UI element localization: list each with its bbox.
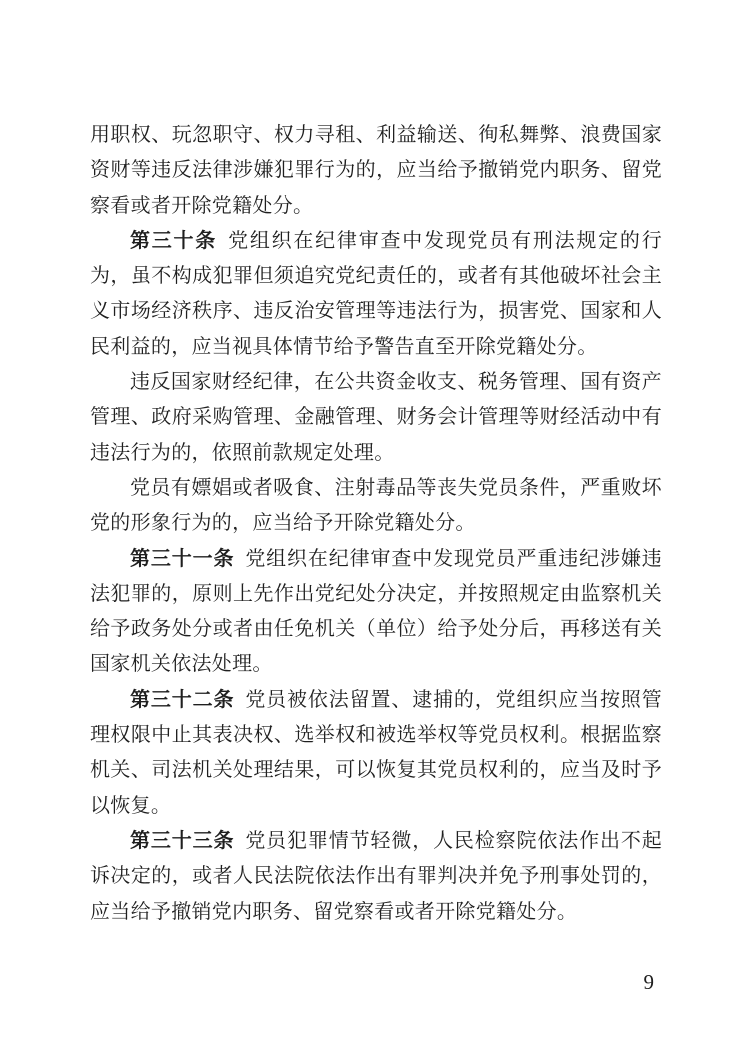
article-number: 第三十一条 [130, 547, 235, 570]
article-number: 第三十条 [130, 229, 218, 252]
paragraph-text: 用职权、玩忽职守、权力寻租、利益输送、徇私舞弊、浪费国家资财等违反法律涉嫌犯罪行为的，应当给予撤销党内职务、留党察看或者开除党籍处分。 [90, 124, 662, 217]
article-number: 第三十二条 [130, 688, 235, 711]
paragraph-continuation [90, 118, 662, 224]
document-body-text [90, 118, 662, 930]
paragraph-article-33 [90, 824, 662, 930]
paragraph-text: 党组织在纪律审查中发现党员有刑法规定的行为，虽不构成犯罪但须追究党纪责任的，或者有其他破坏社会主义市场经济秩序、违反治安管理等违法行为，损害党、国家和人民利益的，应当视具体情节给予警告直至开除党籍处分。 [90, 229, 662, 358]
paragraph-text: 党员有嫖娼或者吸食、注射毒品等丧失党员条件，严重败坏党的形象行为的，应当给予开除党籍处分。 [90, 476, 662, 535]
page-number: 9 [643, 970, 654, 994]
article-number: 第三十三条 [130, 829, 235, 852]
paragraph-text: 党员被依法留置、逮捕的，党组织应当按照管理权限中止其表决权、选举权和被选举权等党员权利。根据监察机关、司法机关处理结果，可以恢复其党员权利的，应当及时予以恢复。 [90, 688, 662, 817]
paragraph-article-30-clause-3 [90, 471, 662, 542]
paragraph-article-32 [90, 683, 662, 824]
paragraph-article-31 [90, 542, 662, 683]
paragraph-text: 党员犯罪情节轻微，人民检察院依法作出不起诉决定的，或者人民法院依法作出有罪判决并免予刑事处罚的，应当给予撤销党内职务、留党察看或者开除党籍处分。 [90, 829, 662, 923]
paragraph-text: 党组织在纪律审查中发现党员严重违纪涉嫌违法犯罪的，原则上先作出党纪处分决定，并按照规定由监察机关给予政务处分或者由任免机关（单位）给予处分后，再移送有关国家机关依法处理。 [90, 547, 662, 676]
paragraph-text: 违反国家财经纪律，在公共资金收支、税务管理、国有资产管理、政府采购管理、金融管理、财务会计管理等财经活动中有违法行为的，依照前款规定处理。 [90, 371, 662, 464]
paragraph-article-30-clause-2 [90, 365, 662, 471]
paragraph-article-30 [90, 224, 662, 365]
